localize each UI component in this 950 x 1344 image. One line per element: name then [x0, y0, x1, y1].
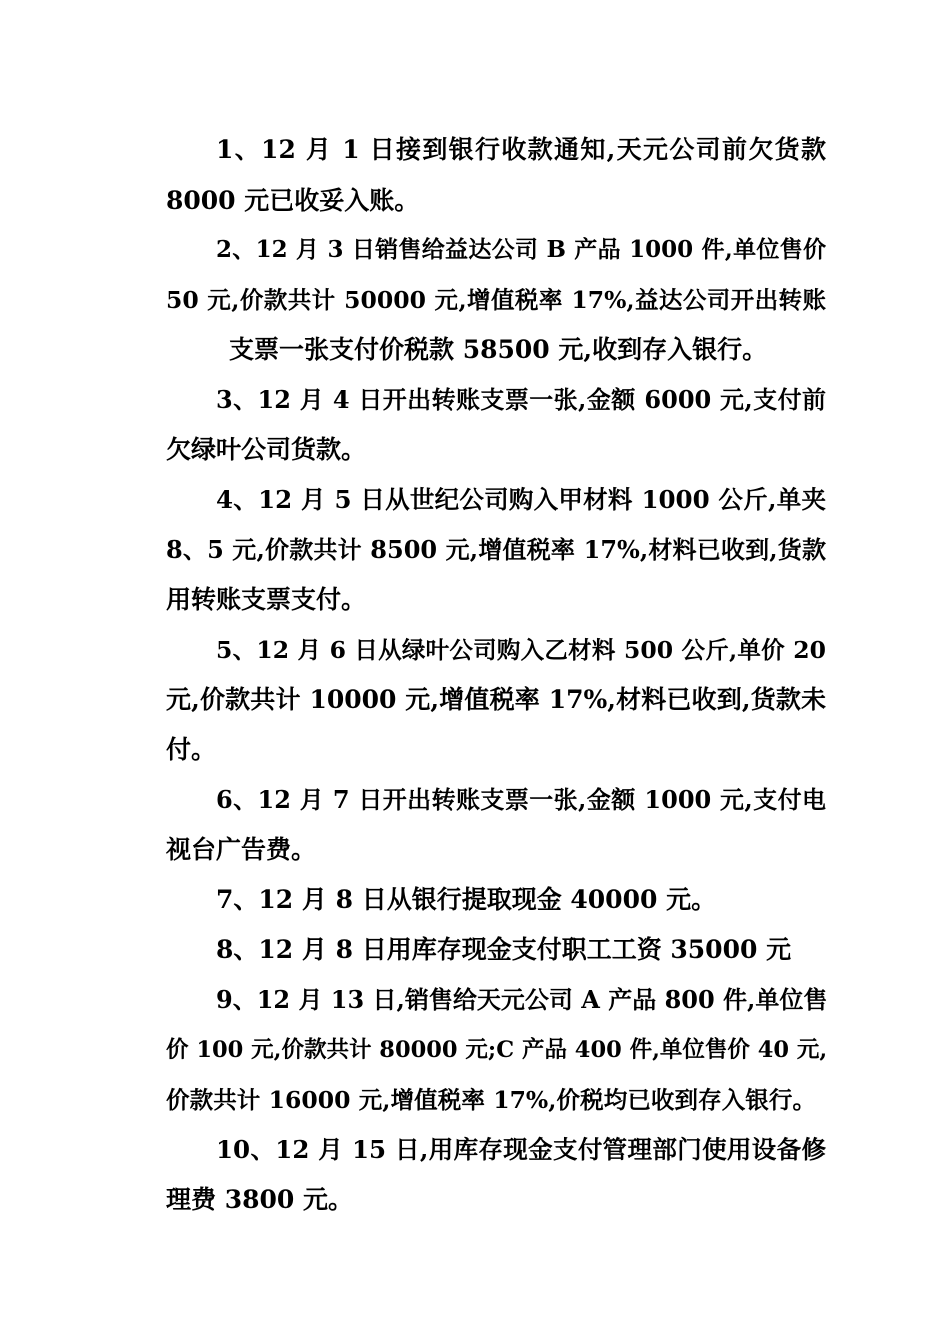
text-line-5: 支票一张支付价税款 58500 元,收到存入银行。	[229, 335, 768, 364]
text-line-16: 7、12 月 8 日从银行提取现金 40000 元。	[216, 885, 717, 914]
text-line-8: 4、12 月 5 日从世纪公司购入甲材料 1000 公斤,单夹	[216, 485, 826, 514]
text-line-3: 2、12 月 3 日销售给益达公司 B 产品 1000 件,单位售价	[216, 236, 826, 263]
text-line-6: 3、12 月 4 日开出转账支票一张,金额 6000 元,支付前	[216, 385, 826, 414]
text-line-14: 6、12 月 7 日开出转账支票一张,金额 1000 元,支付电	[216, 785, 826, 814]
text-line-20: 价款共计 16000 元,增值税率 17%,价税均已收到存入银行。	[166, 1086, 816, 1114]
text-line-17: 8、12 月 8 日用库存现金支付职工工资 35000 元	[216, 935, 792, 964]
text-line-2: 8000 元已收妥入账。	[166, 186, 420, 215]
text-line-15: 视台广告费。	[166, 835, 317, 864]
text-line-21: 10、12 月 15 日,用库存现金支付管理部门使用设备修	[216, 1135, 826, 1164]
text-line-22: 理费 3800 元。	[166, 1185, 353, 1214]
text-line-4: 50 元,价款共计 50000 元,增值税率 17%,益达公司开出转账	[166, 286, 826, 314]
text-line-9: 8、5 元,价款共计 8500 元,增值税率 17%,材料已收到,货款	[166, 535, 826, 564]
text-line-1: 1、12 月 1 日接到银行收款通知,天元公司前欠货款	[216, 135, 826, 164]
text-line-10: 用转账支票支付。	[166, 585, 367, 614]
text-line-12: 元,价款共计 10000 元,增值税率 17%,材料已收到,货款未	[166, 685, 826, 714]
text-line-7: 欠绿叶公司货款。	[166, 435, 367, 464]
text-line-18: 9、12 月 13 日,销售给天元公司 A 产品 800 件,单位售	[216, 985, 828, 1014]
text-line-19: 价 100 元,价款共计 80000 元;C 产品 400 件,单位售价 40 元,	[166, 1037, 828, 1063]
text-line-13: 付。	[166, 735, 217, 764]
text-line-11: 5、12 月 6 日从绿叶公司购入乙材料 500 公斤,单价 20	[216, 636, 826, 664]
